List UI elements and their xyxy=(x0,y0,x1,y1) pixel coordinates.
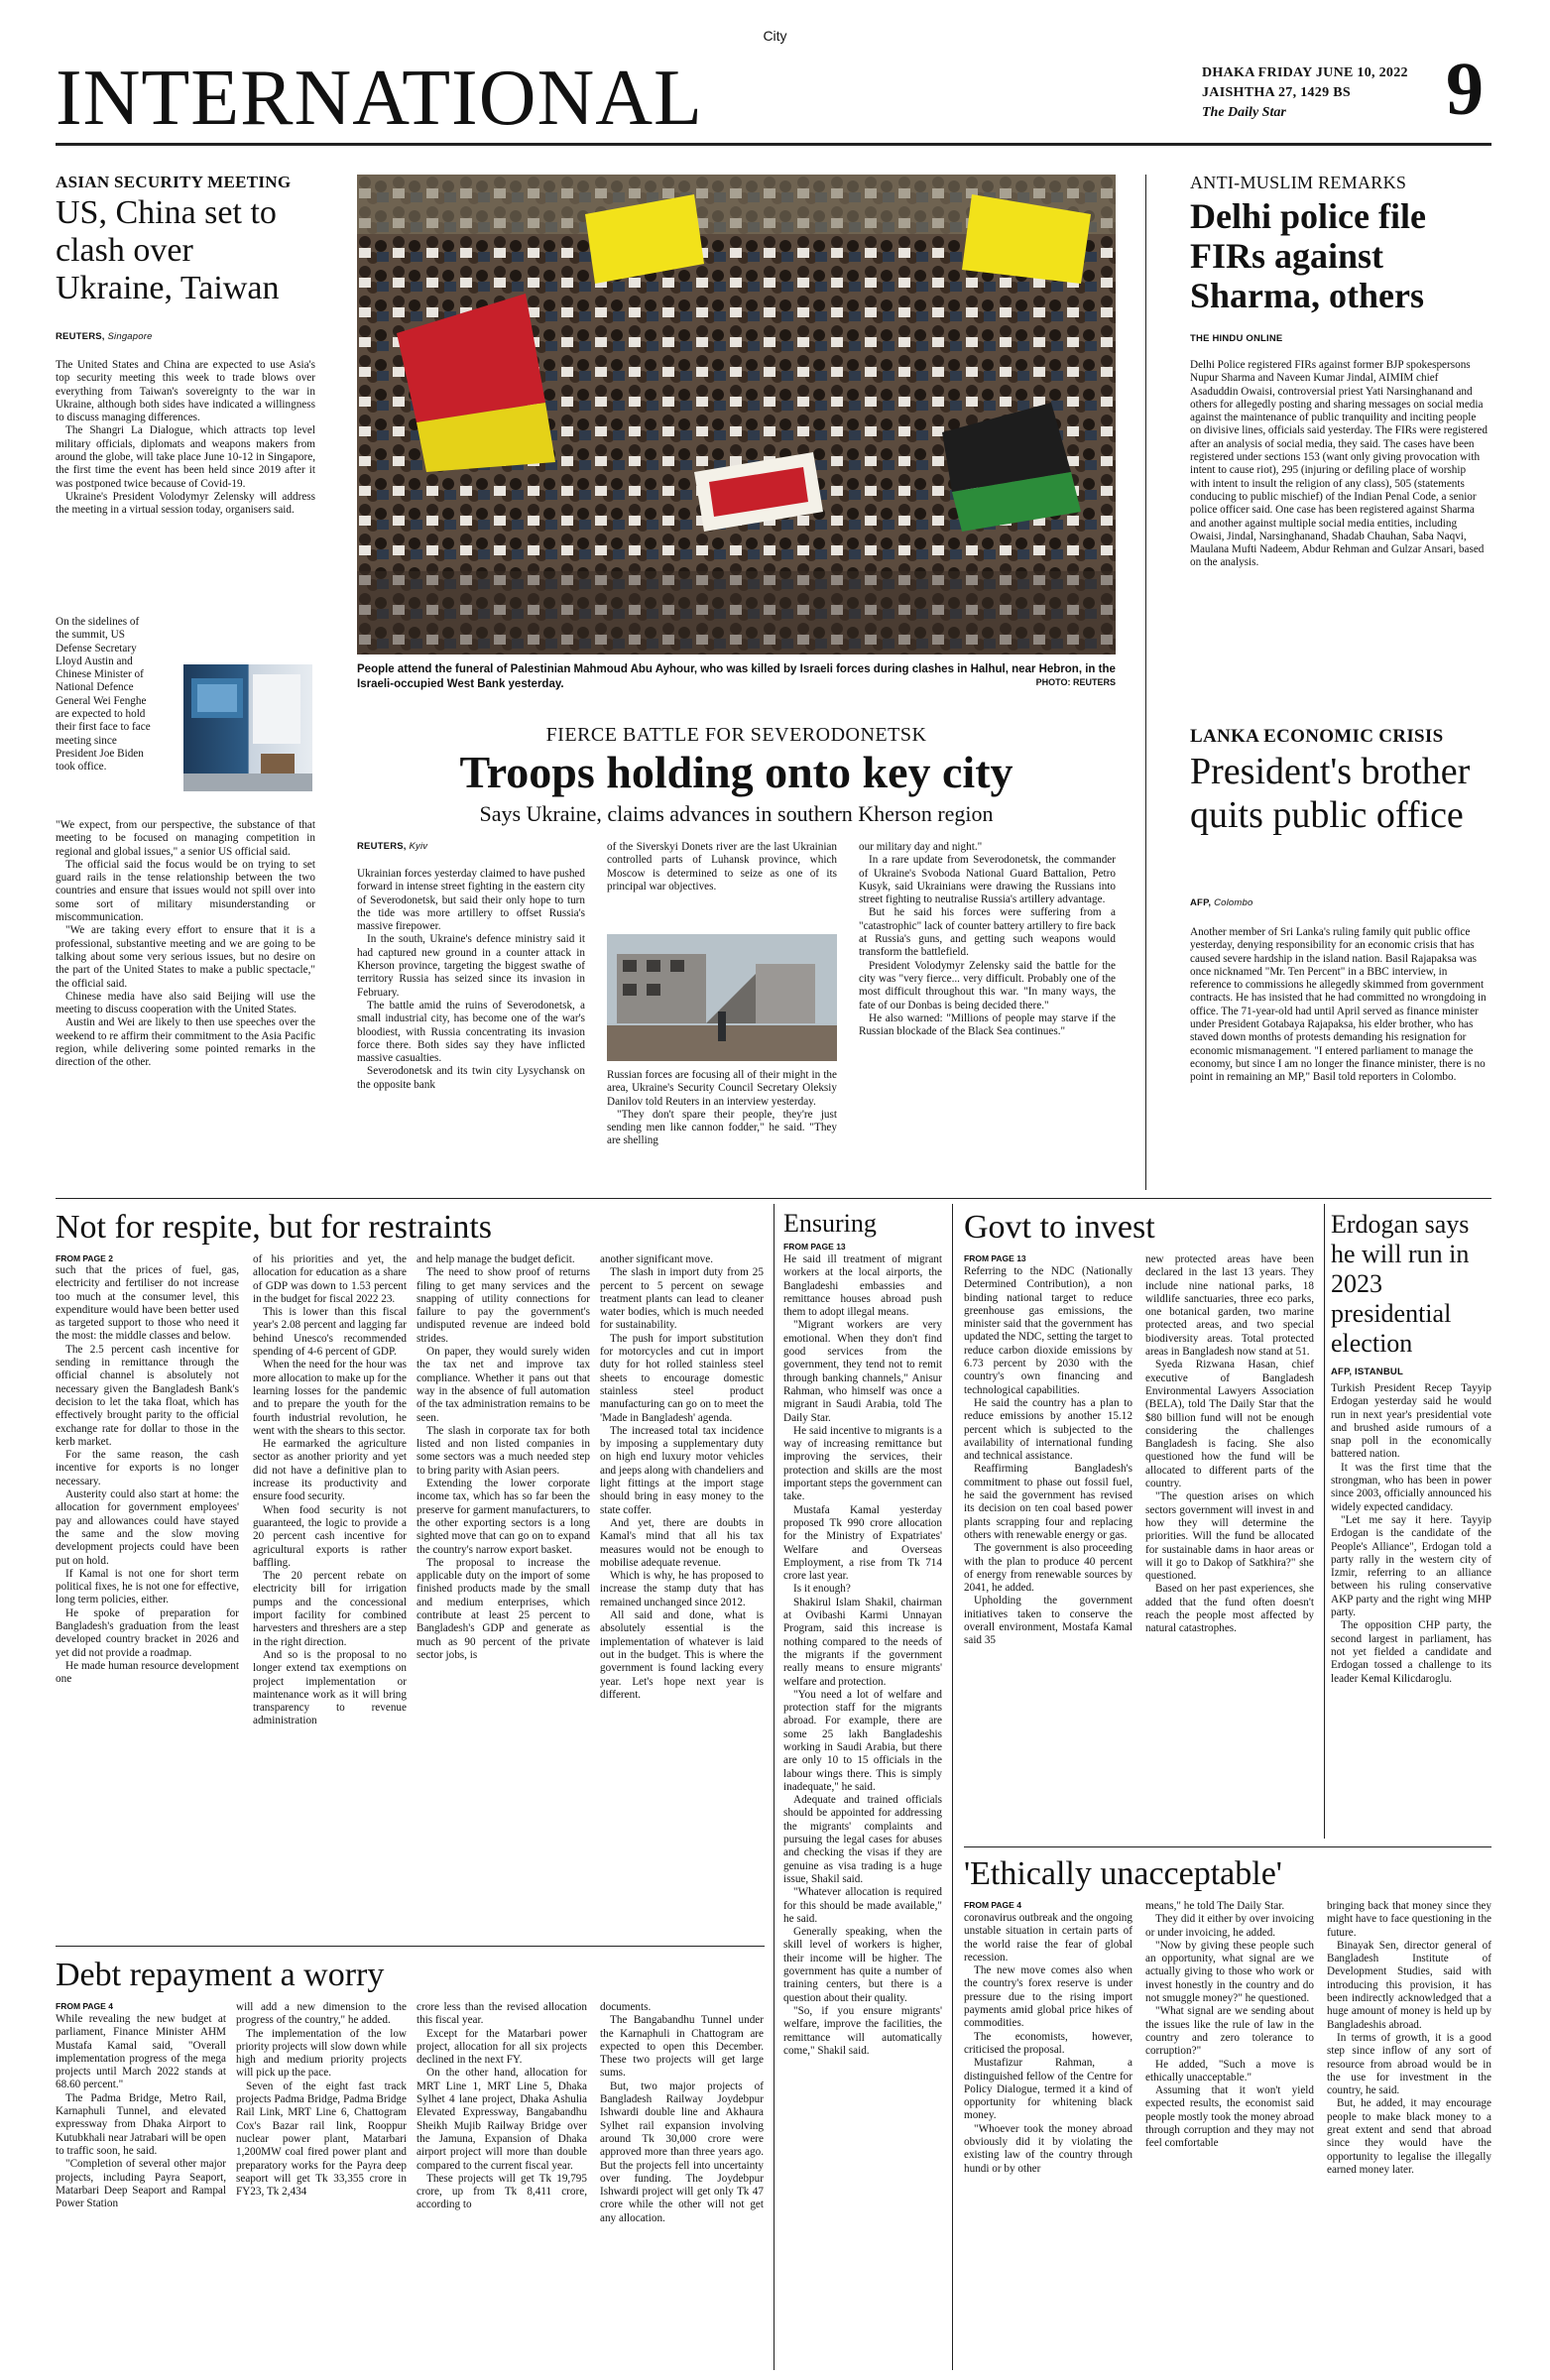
ensuring-from: FROM PAGE 13 xyxy=(783,1242,846,1251)
troops-col2-top: of the Siverskyi Donets river are the last Ukrainian controlled parts of Luhansk province, which Moscow is determined to seize as one of its principal war objectives. xyxy=(607,841,837,892)
delhi-byline: THE HINDU ONLINE xyxy=(1190,333,1283,344)
asia-body-narrow: On the sidelines of the summit, US Defense Secretary Lloyd Austin and Chinese Minister of National Defence General Wei Fenghe are expected to hold their first face to face meeting since President Joe Biden took office. xyxy=(56,616,151,774)
severodonetsk-photo xyxy=(607,934,837,1061)
troops-col2-bottom: Russian forces are focusing all of their might in the area, Ukraine's Security Council Secretary Oleksiy Danilov told Reuters in an interview yesterday. "They don't spare their people, they're just sending men like cannon fodder," he said. "They are shelling xyxy=(607,1069,837,1147)
delhi-kicker: ANTI-MUSLIM REMARKS xyxy=(1190,173,1407,192)
ethics-top-rule xyxy=(964,1846,1491,1847)
govt-from: FROM PAGE 13 xyxy=(964,1253,1026,1263)
funeral-caption: People attend the funeral of Palestinian Mahmoud Abu Ayhour, who was killed by Israeli forces during clashes in Halhul, near Hebron, in the Israeli-occupied West Bank yesterday. xyxy=(357,663,1116,690)
section-label: City xyxy=(763,28,787,44)
page-title: INTERNATIONAL xyxy=(56,55,703,142)
asia-body-top: The United States and China are expected to use Asia's top security meeting this week to trade blows over everything from Taiwan's sovereignty to the war in Ukraine, although both sides have indicated a willingness to discuss managing differences. The Shangri La Dialogue, which attracts top level military officials, diplomats and weapons makers from around the globe, will take place June 10-12 in Singapore, the first time the event has been held since 2019 after it was postponed twice because of Covid-19. Ukraine's President Volodymyr Zelensky will address the meeting in a virtual session today, organisers said. xyxy=(56,359,315,517)
govt-headline: Govt to invest xyxy=(964,1209,1155,1246)
erdogan-byline: AFP, ISTANBUL xyxy=(1331,1367,1403,1377)
respite-col1: such that the prices of fuel, gas, electricity and fertiliser do not increase too much at the consumer level, this expenditure would have been better used as targeted support to those who need it the most: the middle classes and below. The 2.5 percent cash incentive for sending in remittance through the official channel is absolutely not necessary given the Bangladesh Bank's decision to let the taka float, which has effectively brought parity to the official exchange rate for dollar to those in the kerb market. For the same reason, the cash incentive for exports is no longer necessary. Austerity could also start at home: the allocation for government employees' pay and allowances could have stayed the same and the slow moving development projects could have been put on hold. If Kamal is not one for short term political fixes, he is not one for effective, long term policies, either. He spoke of preparation for Bangladesh's graduation from the least developed country bracket in 2026 and yet did not provide a roadmap. He made human resource development one xyxy=(56,1264,239,1686)
dateline: DHAKA FRIDAY JUNE 10, 2022 xyxy=(1202,65,1408,80)
masthead-rule xyxy=(56,143,1491,146)
delhi-body: Delhi Police registered FIRs against former BJP spokespersons Nupur Sharma and Naveen Kumar Jindal, AIMIM chief Asaduddin Owaisi, controversial priest Yati Narsinghanand and others for allegedly posting and sharing messages on social media against the maintenance of public tranquility and inciting people on divisive lines, officials said yesterday. The FIRs were registered after an analysis of social media, they said. The cases have been registered under sections 153 (want only giving provocation with intent to cause riot), 295 (injuring or defiling place of worship with intent to insult the religion of any class), 505 (statements conducing to public mischief) of the Indian Penal Code, a senior police officer said. One case has been registered against Sharma and another against multiple social media entities, including Owaisi, Jindal, Narsinghanand, Shadab Chauhan, Saba Naqvi, Maulana Mufti Nadeem, Abdur Rehman and Gulzar Ansari, based on the analysis. xyxy=(1190,359,1488,569)
govt-col2: new protected areas have been declared in the last 13 years. They include nine national parks, 18 wildlife sanctuaries, three eco parks, one botanical garden, two marine protected areas, and two special biodiversity areas. Total protected areas in Bangladesh now stand at 51. Syeda Rizwana Hasan, chief executive of Bangladesh Environmental Lawyers Association (BELA), told The Daily Star that the $80 billion fund will not be enough considering the challenges Bangladesh is facing. She also questioned how the fund will be allocated to different parts of the country. "The question arises on which sectors government will invest in and how they will determine the priorities. Will the fund be allocated for sustainable dams in haor areas or will it go to Dakop of Satkhira?" she questioned. Based on her past experiences, she added that the fund often doesn't reach the people most affected by natural catastrophes. xyxy=(1145,1253,1314,1635)
erdogan-body: Turkish President Recep Tayyip Erdogan yesterday said he would run in next year's presidential vote and brushed aside rumours of a snap poll in the economically battered nation. It was the first time that the strongman, who has been in power since 2003, officially announced his widely expected candidacy. "Let me say it here. Tayyip Erdogan is the candidate of the People's Alliance", Erdogan told a party rally in the western city of Izmir, referring to an alliance between his ruling conservative AKP party and the right wing MHP party. The opposition CHP party, the second largest in parliament, has not yet fielded a candidate and Erdogan tossed a challenge to its leader Kemal Kilicdaroglu. xyxy=(1331,1382,1491,1685)
debt-col1: While revealing the new budget at parliament, Finance Minister AHM Mustafa Kamal said, "Overall implementation progress of the mega projects until March 2022 stands at 68.60 percent." The Padma Bridge, Metro Rail, Karnaphuli Tunnel, and elevated expressway from Dhaka Airport to Kutubkhali near Jatrabari will be open to traffic soon, he said. "Completion of several other major projects, including Payra Seaport, Matarbari Deep Seaport and Rampal Power Station xyxy=(56,2013,226,2210)
page-number: 9 xyxy=(1446,48,1484,131)
funeral-photo xyxy=(357,175,1116,654)
ethics-col2: means," he told The Daily Star. They did it either by over invoicing or under invoicing, he added. "Now by giving these people such an opportunity, what signal are we actually giving to those who work or invest honestly in the country and do not smuggle money?" he questioned. "What signal are we sending about the issues like the rule of law in the country and zero tolerance to corruption?" He added, "Such a move is ethically unacceptable." Assuming that it won't yield expected results, the economist said people mostly took the money abroad through corruption and they may not feel comfortable xyxy=(1145,1900,1314,2150)
severodonetsk-photo-art xyxy=(607,934,837,1061)
debt-headline: Debt repayment a worry xyxy=(56,1957,385,1993)
ensuring-body: He said ill treatment of migrant workers at the local airports, the Bangladeshi embassies and remittance houses abroad push them to adopt illegal means. "Migrant workers are very emotional. When they don't find good services from the government, they tend not to remit through banking channels," Anisur Rahman, who himself was once a migrant in Saudi Arabia, told The Daily Star. He said incentive to migrants is a way of increasing remittance but improving the services, their protection and skills are the most important steps the government can take. Mustafa Kamal yesterday proposed Tk 990 crore allocation for the Ministry of Expatriates' Welfare and Overseas Employment, a rise from Tk 714 crore last year. Is it enough? Shakirul Islam Shakil, chairman at Ovibashi Karmi Unnayan Program, said this increase is nothing compared to the needs of the migrants if the government really means to ensure migrants' welfare and protection. "You need a lot of welfare and protection staff for the migrants abroad. For example, there are some 25 lakh Bangladeshis working in Saudi Arabia, but there are only 10 to 15 officials in the labour wings there. This is simply inadequate," he said. Adequate and trained officials should be appointed for addressing the migrants' complaints and pursuing the legal cases for abuses and checking the visas if they are genuine as visa trading is a huge issue, Shakil said. "Whatever allocation is required for this should be made available," he said. Generally speaking, when the skill level of workers is higher, their income will be higher. The government has quite a number of training centers, but there is a question about their quality. "So, if you ensure migrants' welfare, improve the facilities, the remittance will automatically come," Shakil said. xyxy=(783,1253,942,2057)
bangla-date: JAISHTHA 27, 1429 BS xyxy=(1202,85,1351,100)
column-rule-mid xyxy=(774,1204,775,2370)
respite-col2: of his priorities and yet, the allocation for education as a share of GDP was down to 1.53 percent in the budget for fiscal 2022 23. This is lower than this fiscal year's 2.08 percent and lagging far behind Unesco's recommended spending of 4-6 percent of GDP. When the need for the hour was more allocation to make up for the learning losses for the pandemic and to prepare the youth for the fourth industrial revolution, he went with the shears to this sector. He earmarked the agriculture sector as another priority and yet did not have a definitive plan to increase its productivity and ensure food security. When food security is not guaranteed, the logic to provide a 20 percent cash incentive for agricultural exports is rather baffling. The 20 percent rebate on electricity bill for irrigation pumps and the concessional import facility for combined harvesters and threshers are a step in the right direction. And so is the proposal to no longer extend tax exemptions on project implementation or maintenance work as it will bring transparency to revenue administration xyxy=(253,1253,407,1727)
respite-headline: Not for respite, but for restraints xyxy=(56,1209,492,1246)
column-rule-erdogan xyxy=(1324,1204,1325,1839)
respite-col3: and help manage the budget deficit. The need to show proof of returns filing to get many services and the snapping of utility connections for failure to pay the government's undisputed revenue are indeed bold strides. On paper, they would surely widen the tax net and improve tax compliance. Whether it pans out that way in the absence of full automation of the tax administration remains to be seen. The slash in corporate tax for both listed and non listed companies in some sectors was a much needed step to bring parity with Asian peers. Extending the lower corporate income tax, which has so far been the preserve for garment manufacturers, to the other exporting sectors is a long sighted move that can go on to expand the country's narrow export basket. The proposal to increase the applicable duty on the import of some finished products made by the small and medium enterprises, which contribute at least 25 percent to Bangladesh's GDP and generate as much as 90 percent of the private sector jobs, is xyxy=(417,1253,590,1661)
asia-body-bottom: "We expect, from our perspective, the substance of that meeting to be focused on managing competition in regional and global issues," a senior US official said. The official said the focus would be on trying to set guard rails in the tense relationship between the two countries and ensure that issues would not spill over into some sort of military misunderstanding or miscommunication. "We are taking every effort to ensure that it is a professional, substantive meeting and we are going to be talking about some very serious issues, but no desire on the part of the United States to make a public spectacle," the official said. Chinese media have also said Beijing will use the meeting to discuss cooperation with the United States. Austin and Wei are likely to then use speeches over the weekend to re affirm their commitment to the Asia Pacific region, while delivering some pointed remarks in the direction of the other. xyxy=(56,819,315,1069)
troops-col3: our military day and night." In a rare update from Severodonetsk, the commander of Ukraine's Svoboda National Guard Battalion, Petro Kusyk, said Ukrainians were drawing the Russians into street fighting to neutralise Russia's artillery advantage. But he said his forces were suffering from a "catastrophic" lack of counter battery artillery to fire back at Russia's guns, and getting such weapons would transform the battlefield. President Volodymyr Zelensky said the battle for the city was "very fierce... very difficult. Probably one of the most difficult throughout this war. "In many ways, the fate of our Donbas is being decided there." He also warned: "Millions of people may starve if the Russian blockade of the Black Sea continues." xyxy=(859,841,1116,1038)
lanka-body: Another member of Sri Lanka's ruling family quit public office yesterday, denying responsibility for an economic crisis that has caused severe hardship in the island nation. Basil Rajapaksa was once nicknamed "Mr. Ten Percent" in a BBC interview, in reference to commissions he allegedly skimmed from government contracts. He has insisted that he had committed no wrongdoing in office. The 71-year-old had until April served as finance minister under President Gotabaya Rajapaksa, his elder brother, who has staved down months of protests demanding his resignation for economic mismanagement. "I entered parliament to manage the economy, but since I am no longer the finance minister, there is no point in remaining an MP," Basil told reporters in Colombo. xyxy=(1190,926,1487,1084)
shangri-la-photo xyxy=(183,664,312,791)
ethics-col1: coronavirus outbreak and the ongoing unstable situation in certain parts of the world raise the fear of global recession. The new move comes also when the country's forex reserve is under pressure due to the rising import payments amid global price hikes of commodities. The economists, however, criticised the proposal. Mustafizur Rahman, a distinguished fellow of the Centre for Policy Dialogue, termed it a kind of opportunity for whitening black money. "Whoever took the money abroad obviously did it by violating the existing law of the country through hundi or by other xyxy=(964,1912,1133,2175)
funeral-credit: PHOTO: REUTERS xyxy=(1035,677,1116,687)
respite-col4: another significant move. The slash in import duty from 25 percent to 5 percent on sewage treatment plants can lead to cleaner water bodies, which is much needed for sustainability. The push for import substitution for motorcycles and cut in import duty for hot rolled stainless steel sheets to encourage domestic stainless steel product manufacturing can go on to meet the 'Made in Bangladesh' agenda. The increased total tax incidence by imposing a supplementary duty on high end luxury motor vehicles and jeeps along with chandeliers and light fittings at the import stage should bring in easy money to the state coffer. And yet, there are doubts in Kamal's mind that all his tax measures would not be enough to mobilise adequate revenue. Which is why, he has proposed to increase the stamp duty that has remained unchanged since 2012. All said and done, what is absolutely essential is the implementation of whatever is laid out in the budget. This is where the government is found lacking every year. Let's hope next year is different. xyxy=(600,1253,764,1701)
troops-col1: Ukrainian forces yesterday claimed to have pushed forward in intense street fighting in the eastern city of Severodonetsk, but said their only hope to turn the tide was more artillery to offset Russia's massive firepower. In the south, Ukraine's defence ministry said it had captured new ground in a counter attack in Kherson province, targeting the biggest swathe of territory Russia has seized since its invasion in February. The battle amid the ruins of Severodonetsk, a small industrial city, has become one of the war's bloodiest, with Russia concentrating its invasion force there. Both sides say they have inflicted massive casualties. Severodonetsk and its twin city Lysychansk on the opposite bank xyxy=(357,868,585,1091)
lanka-headline: President's brother quits public office xyxy=(1190,751,1471,836)
column-rule-govt xyxy=(952,1204,953,2370)
section-divider-rule xyxy=(56,1198,1491,1199)
asia-byline: REUTERS, Singapore xyxy=(56,331,153,342)
govt-col1: Referring to the NDC (Nationally Determined Contribution), a non binding national target to reduce greenhouse gas emissions, the minister said that the government has updated the NDC, setting the target to reduce carbon dioxide emissions by 6.73 percent by 2030 with the country's own financing and technological capabilities. He said the country has a plan to reduce emissions by another 15.12 percent which is subjected to the availability of international funding and technical assistance. Reaffirming Bangladesh's commitment to phase out fossil fuel, he said the government has revised its decision on ten coal based power plants scrapping four and replacing others with renewable energy or gas. The government is also proceeding with the plan to produce 40 percent of energy from renewable sources by 2041, he added. Upholding the government initiatives taken to conserve the overall environment, Mostafa Kamal said 35 xyxy=(964,1265,1133,1647)
column-rule-right xyxy=(1145,175,1146,1190)
ethics-col3: bringing back that money since they might have to face questioning in the future. Binayak Sen, director general of Bangladesh Institute of Development Studies, said with introducing this provision, it has been indirectly acknowledged that a huge amount of money is held up by Bangladeshis abroad. In terms of growth, it is a good step since inflow of any sort of resource from abroad would be in the use for investment in the country, he said. But, he added, it may encourage people to make black money to a great extent and send that abroad since they would have the opportunity to legalise the illegally earned money later. xyxy=(1327,1900,1491,2176)
debt-top-rule xyxy=(56,1946,765,1947)
debt-col2: will add a new dimension to the progress of the country," he added. The implementation of the low priority projects will slow down while high and medium priority projects will pick up the pace. Seven of the eight fast track projects Padma Bridge, Padma Bridge Rail Link, MRT Line 6, Chattogram Cox's Bazar rail link, Rooppur nuclear power plant, Matarbari 1,200MW coal fired power plant and preparatory works for the Payra deep seaport will get Tk 33,355 crore in FY23, Tk 2,434 xyxy=(236,2001,407,2199)
funeral-photo-art xyxy=(357,175,1116,654)
lanka-kicker: LANKA ECONOMIC CRISIS xyxy=(1190,726,1444,747)
paper-logo: The Daily Star xyxy=(1202,105,1286,120)
ethics-from: FROM PAGE 4 xyxy=(964,1900,1021,1910)
troops-headline: Troops holding onto key city xyxy=(459,747,1013,797)
asia-kicker: ASIAN SECURITY MEETING xyxy=(56,173,292,191)
troops-subhead: Says Ukraine, claims advances in southern Kherson region xyxy=(479,801,994,826)
troops-byline: REUTERS, Kyiv xyxy=(357,841,428,852)
asia-headline: US, China set to clash over Ukraine, Taiwan xyxy=(56,194,280,306)
ensuring-headline: Ensuring xyxy=(783,1209,877,1238)
erdogan-headline: Erdogan says he will run in 2023 presidential election xyxy=(1331,1210,1470,1358)
debt-col3: crore less than the revised allocation this fiscal year. Except for the Matarbari power project, allocation for all six projects declined in the next FY. On the other hand, allocation for MRT Line 1, MRT Line 5, Dhaka Sylhet 4 lane project, Dhaka Ashulia Elevated Expressway, Bangabandhu Sheikh Mujib Railway Bridge over the Jamuna, Expansion of Dhaka airport project will more than double compared to the current fiscal year. These projects will get Tk 19,795 crore, up from Tk 8,411 crore, according to xyxy=(417,2001,587,2211)
respite-from: FROM PAGE 2 xyxy=(56,1253,113,1263)
debt-col4: documents. The Bangabandhu Tunnel under the Karnaphuli in Chattogram are expected to open this December. These two projects will get large sums. But, two major projects of Bangladesh Railway Joydebpur Ishwardi double line and Akhaura Sylhet rail expansion involving around Tk 30,000 crore were approved more than three years ago. But the projects fell into uncertainty over funding. The Joydebpur Ishwardi project will get only Tk 47 crore while the other will not get any allocation. xyxy=(600,2001,764,2224)
ethics-headline: 'Ethically unacceptable' xyxy=(964,1855,1282,1892)
troops-kicker: FIERCE BATTLE FOR SEVERODONETSK xyxy=(545,724,927,746)
lanka-byline: AFP, Colombo xyxy=(1190,897,1253,908)
delhi-headline: Delhi police file FIRs against Sharma, others xyxy=(1190,196,1426,315)
shangri-la-photo-art xyxy=(183,664,312,791)
debt-from: FROM PAGE 4 xyxy=(56,2001,113,2011)
